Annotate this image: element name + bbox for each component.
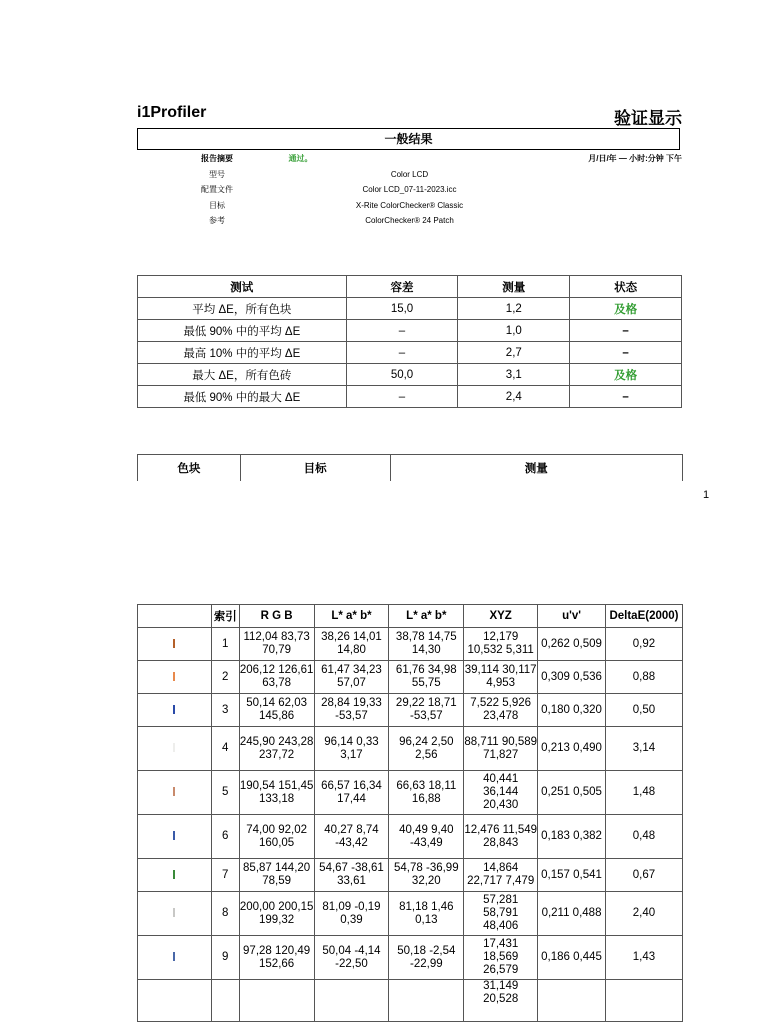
patch-lab-target: 54,67 -38,61 33,61 <box>314 859 389 892</box>
tests-header-row <box>138 276 682 298</box>
table-row <box>138 364 682 386</box>
color-swatch <box>173 705 175 714</box>
patch-index: 7 <box>211 859 239 892</box>
patch-index: 9 <box>211 936 239 980</box>
patch-index: 5 <box>211 771 239 815</box>
tests-table <box>137 275 682 408</box>
test-status: 及格 <box>570 298 682 320</box>
test-name: 最大 ΔE，所有色砖 <box>138 364 347 386</box>
color-swatch <box>173 672 175 681</box>
patch-rgb <box>239 980 314 1022</box>
patch-uv: 0,251 0,505 <box>538 771 606 815</box>
patch-lab-measured: 29,22 18,71 -53,57 <box>389 694 464 727</box>
patch-index: 8 <box>211 892 239 936</box>
patch-xyz: 40,441 36,144 20,430 <box>464 771 538 815</box>
patch-index: 2 <box>211 661 239 694</box>
patch-uv <box>538 980 606 1022</box>
patch-lab-target: 38,26 14,01 14,80 <box>314 628 389 661</box>
table-row <box>138 298 682 320</box>
patch-lab-target: 66,57 16,34 17,44 <box>314 771 389 815</box>
summary-value: X-Rite ColorChecker® Classic <box>355 201 464 210</box>
patch-delta-e: 0,88 <box>605 661 682 694</box>
summary-label: 型号 <box>209 170 225 179</box>
patch-lab-target: 61,47 34,23 57,07 <box>314 661 389 694</box>
patch-rgb: 50,14 62,03 145,86 <box>239 694 314 727</box>
patch-delta-e <box>605 980 682 1022</box>
patch-xyz: 14,864 22,717 7,479 <box>464 859 538 892</box>
column-header: 测量 <box>390 455 682 482</box>
patch-swatch-cell <box>138 892 212 936</box>
patch-lab-measured: 96,24 2,50 2,56 <box>389 727 464 771</box>
patch-uv: 0,211 0,488 <box>538 892 606 936</box>
summary-row-model <box>137 168 682 182</box>
patch-lab-target: 81,09 -0,19 0,39 <box>314 892 389 936</box>
app-title: i1Profiler <box>137 104 207 121</box>
column-header: L* a* b* <box>389 605 464 628</box>
patch-swatch-cell <box>138 727 212 771</box>
patch-uv: 0,213 0,490 <box>538 727 606 771</box>
summary-title: 一般结果 <box>137 128 680 150</box>
patch-rgb: 97,28 120,49 152,66 <box>239 936 314 980</box>
patch-swatch-cell <box>138 859 212 892</box>
patch-uv: 0,157 0,541 <box>538 859 606 892</box>
test-measured: 1,0 <box>458 320 570 342</box>
patch-lab-target: 28,84 19,33 -53,57 <box>314 694 389 727</box>
patch-lab-measured: 66,63 18,11 16,88 <box>389 771 464 815</box>
patch-rgb: 190,54 151,45 133,18 <box>239 771 314 815</box>
patch-lab-target: 40,27 8,74 -43,42 <box>314 815 389 859</box>
patch-lab-measured: 81,18 1,46 0,13 <box>389 892 464 936</box>
summary-label: 配置文件 <box>201 185 233 194</box>
patch-xyz: 31,149 20,528 <box>464 980 538 1022</box>
column-header: DeltaE(2000) <box>605 605 682 628</box>
patch-delta-e: 0,50 <box>605 694 682 727</box>
column-header: 目标 <box>240 455 390 482</box>
test-name: 最低 90% 中的平均 ΔE <box>138 320 347 342</box>
table-row <box>138 859 683 892</box>
column-header: XYZ <box>464 605 538 628</box>
table-row <box>138 771 683 815</box>
color-swatch <box>173 743 175 752</box>
column-header: L* a* b* <box>314 605 389 628</box>
column-header: 容差 <box>346 276 458 298</box>
patch-xyz: 12,179 10,532 5,311 <box>464 628 538 661</box>
summary-row-report <box>137 152 682 166</box>
column-header <box>138 605 212 628</box>
test-measured: 1,2 <box>458 298 570 320</box>
patch-swatch-cell <box>138 771 212 815</box>
patch-index: 1 <box>211 628 239 661</box>
patch-delta-e: 0,67 <box>605 859 682 892</box>
patch-rgb: 74,00 92,02 160,05 <box>239 815 314 859</box>
summary-row-reference <box>137 214 682 228</box>
color-swatch <box>173 639 175 648</box>
test-tolerance: – <box>346 386 458 408</box>
column-header: 色块 <box>138 455 241 482</box>
test-status: – <box>570 342 682 364</box>
patch-lab-measured: 50,18 -2,54 -22,99 <box>389 936 464 980</box>
table-row <box>138 936 683 980</box>
patch-header-table <box>137 454 683 481</box>
patch-lab-measured: 38,78 14,75 14,30 <box>389 628 464 661</box>
patch-swatch-cell <box>138 936 212 980</box>
column-header: u'v' <box>538 605 606 628</box>
patch-swatch-cell <box>138 980 212 1022</box>
test-status: – <box>570 386 682 408</box>
color-swatch <box>173 831 175 840</box>
patch-xyz: 39,114 30,117 4,953 <box>464 661 538 694</box>
patch-delta-e: 0,48 <box>605 815 682 859</box>
test-tolerance: – <box>346 320 458 342</box>
summary-row-target <box>137 199 682 213</box>
column-header: 测试 <box>138 276 347 298</box>
patch-delta-e: 1,43 <box>605 936 682 980</box>
table-row <box>138 694 683 727</box>
patch-uv: 0,309 0,536 <box>538 661 606 694</box>
patch-lab-target <box>314 980 389 1022</box>
patch-lab-measured: 61,76 34,98 55,75 <box>389 661 464 694</box>
test-measured: 2,4 <box>458 386 570 408</box>
patch-xyz: 88,711 90,589 71,827 <box>464 727 538 771</box>
summary-value: Color LCD_07-11-2023.icc <box>362 185 457 194</box>
table-row <box>138 727 683 771</box>
patch-rgb: 245,90 243,28 237,72 <box>239 727 314 771</box>
patch-header-row <box>138 605 683 628</box>
patch-delta-e: 2,40 <box>605 892 682 936</box>
patch-lab-target: 96,14 0,33 3,17 <box>314 727 389 771</box>
patch-header-row <box>138 455 683 482</box>
patch-swatch-cell <box>138 815 212 859</box>
patch-rgb: 85,87 144,20 78,59 <box>239 859 314 892</box>
test-name: 最高 10% 中的平均 ΔE <box>138 342 347 364</box>
patch-data-table <box>137 604 683 1022</box>
color-swatch <box>173 908 175 917</box>
table-row <box>138 320 682 342</box>
column-header: 状态 <box>570 276 682 298</box>
patch-lab-target: 50,04 -4,14 -22,50 <box>314 936 389 980</box>
test-name: 平均 ΔE，所有色块 <box>138 298 347 320</box>
patch-xyz: 17,431 18,569 26,579 <box>464 936 538 980</box>
patch-lab-measured: 54,78 -36,99 32,20 <box>389 859 464 892</box>
table-row <box>138 892 683 936</box>
test-tolerance: 50,0 <box>346 364 458 386</box>
table-row <box>138 386 682 408</box>
column-header: 测量 <box>458 276 570 298</box>
patch-swatch-cell <box>138 661 212 694</box>
patch-rgb: 206,12 126,61 63,78 <box>239 661 314 694</box>
patch-delta-e: 3,14 <box>605 727 682 771</box>
patch-uv: 0,262 0,509 <box>538 628 606 661</box>
test-status: 及格 <box>570 364 682 386</box>
table-row <box>138 661 683 694</box>
patch-xyz: 57,281 58,791 48,406 <box>464 892 538 936</box>
summary-value: Color LCD <box>390 170 429 179</box>
summary-status: 通过。 <box>288 154 313 163</box>
table-row <box>138 980 683 1022</box>
patch-xyz: 7,522 5,926 23,478 <box>464 694 538 727</box>
patch-index: 3 <box>211 694 239 727</box>
summary-row-profile <box>137 183 682 197</box>
patch-swatch-cell <box>138 628 212 661</box>
patch-lab-measured: 40,49 9,40 -43,49 <box>389 815 464 859</box>
patch-uv: 0,183 0,382 <box>538 815 606 859</box>
patch-delta-e: 0,92 <box>605 628 682 661</box>
patch-uv: 0,180 0,320 <box>538 694 606 727</box>
test-measured: 2,7 <box>458 342 570 364</box>
test-tolerance: 15,0 <box>346 298 458 320</box>
patch-lab-measured <box>389 980 464 1022</box>
report-title: 验证显示 <box>614 109 682 128</box>
column-header: R G B <box>239 605 314 628</box>
patch-rgb: 200,00 200,15 199,32 <box>239 892 314 936</box>
summary-label: 报告摘要 <box>201 154 233 163</box>
summary-label: 参考 <box>209 216 225 225</box>
color-swatch <box>173 787 175 796</box>
patch-xyz: 12,476 11,549 28,843 <box>464 815 538 859</box>
test-status: – <box>570 320 682 342</box>
patch-delta-e: 1,48 <box>605 771 682 815</box>
page-number: 1 <box>703 489 710 501</box>
test-name: 最低 90% 中的最大 ΔE <box>138 386 347 408</box>
table-row <box>138 815 683 859</box>
color-swatch <box>173 870 175 879</box>
color-swatch <box>173 952 175 961</box>
column-header: 索引 <box>211 605 239 628</box>
patch-index: 6 <box>211 815 239 859</box>
test-measured: 3,1 <box>458 364 570 386</box>
patch-index <box>211 980 239 1022</box>
table-row <box>138 628 683 661</box>
table-row <box>138 342 682 364</box>
summary-label: 目标 <box>209 201 225 210</box>
patch-swatch-cell <box>138 694 212 727</box>
patch-index: 4 <box>211 727 239 771</box>
summary-datetime: 月/日/年 — 小时:分钟 下午 <box>588 154 682 163</box>
summary-value: ColorChecker® 24 Patch <box>365 216 454 225</box>
patch-rgb: 112,04 83,73 70,79 <box>239 628 314 661</box>
patch-uv: 0,186 0,445 <box>538 936 606 980</box>
test-tolerance: – <box>346 342 458 364</box>
